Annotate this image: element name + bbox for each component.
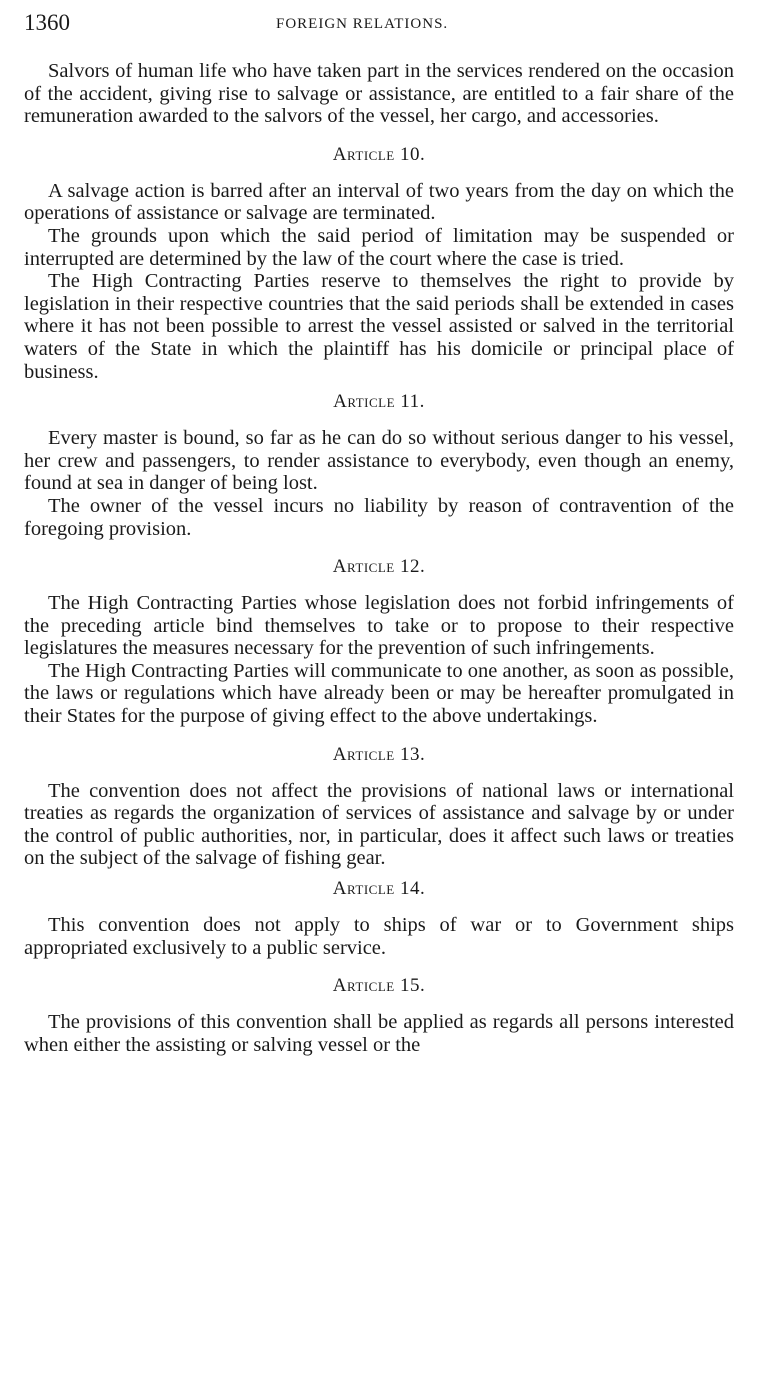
article-13-paragraph-1: The convention does not affect the provisions of national laws or international treaties as regards the organization of services of assistance and salvage by or under the control of public authorities, nor, in particular, does it affect such laws or treaties on the subject of the salvage of fishing gear. bbox=[24, 779, 734, 870]
article-13-heading: Article 13. bbox=[332, 743, 426, 765]
article-10-heading: Article 10. bbox=[332, 143, 426, 165]
article-10-paragraph-1: A salvage action is barred after an interval of two years from the day on which the operations of assistance or salvage are terminated. bbox=[24, 179, 734, 225]
article-11-paragraph-2: The owner of the vessel incurs no liability by reason of contravention of the foregoing provision. bbox=[24, 494, 734, 540]
page-header bbox=[24, 10, 754, 40]
article-11-paragraph-1: Every master is bound, so far as he can do so without serious danger to his vessel, her crew and passengers, to render assistance to everybody, even though an enemy, found at sea in danger of being lost. bbox=[24, 427, 734, 495]
body-text bbox=[24, 60, 734, 1056]
article-12-heading: Article 12. bbox=[332, 556, 426, 578]
article-12-paragraph-2: The High Contracting Parties will communicate to one another, as soon as possible, the laws or regulations which have already been or may be hereafter promulgated in their States for the purpose of giving effect to the above undertakings. bbox=[24, 659, 734, 728]
article-14-heading: Article 14. bbox=[332, 878, 426, 900]
page-number: 1360 bbox=[24, 10, 70, 35]
article-12-paragraph-1: The High Contracting Parties whose legislation does not forbid infringements of the preceding article bind themselves to take or to propose to their respective legislatures the measures necessary for the prevention of such infringements. bbox=[24, 592, 734, 660]
article-15-heading: Article 15. bbox=[332, 975, 426, 997]
article-10-paragraph-3: The High Contracting Parties reserve to themselves the right to provide by legislation in their respective countries that the said periods shall be extended in cases where it has not been possible to arrest the vessel assisted or salved in the territorial waters of the State in which the plaintiff has his domicile or principal place of business. bbox=[24, 270, 734, 383]
article-14-paragraph-1: This convention does not apply to ships of war or to Government ships appropriated exclusively to a public service. bbox=[24, 914, 734, 959]
running-head: FOREIGN RELATIONS. bbox=[276, 16, 449, 32]
article-11-heading: Article 11. bbox=[333, 391, 425, 413]
opening-paragraph: Salvors of human life who have taken part in the services rendered on the occasion of the accident, giving rise to salvage or assistance, are entitled to a fair share of the remuneration awarded to the salvors of the vessel, her cargo, and accessories. bbox=[24, 60, 734, 128]
article-10-paragraph-2: The grounds upon which the said period of limitation may be suspended or interrupted are determined by the law of the court where the case is tried. bbox=[24, 224, 734, 270]
article-15-paragraph-1: The provisions of this convention shall be applied as regards all persons interested when either the assisting or salving vessel or the bbox=[24, 1011, 734, 1056]
